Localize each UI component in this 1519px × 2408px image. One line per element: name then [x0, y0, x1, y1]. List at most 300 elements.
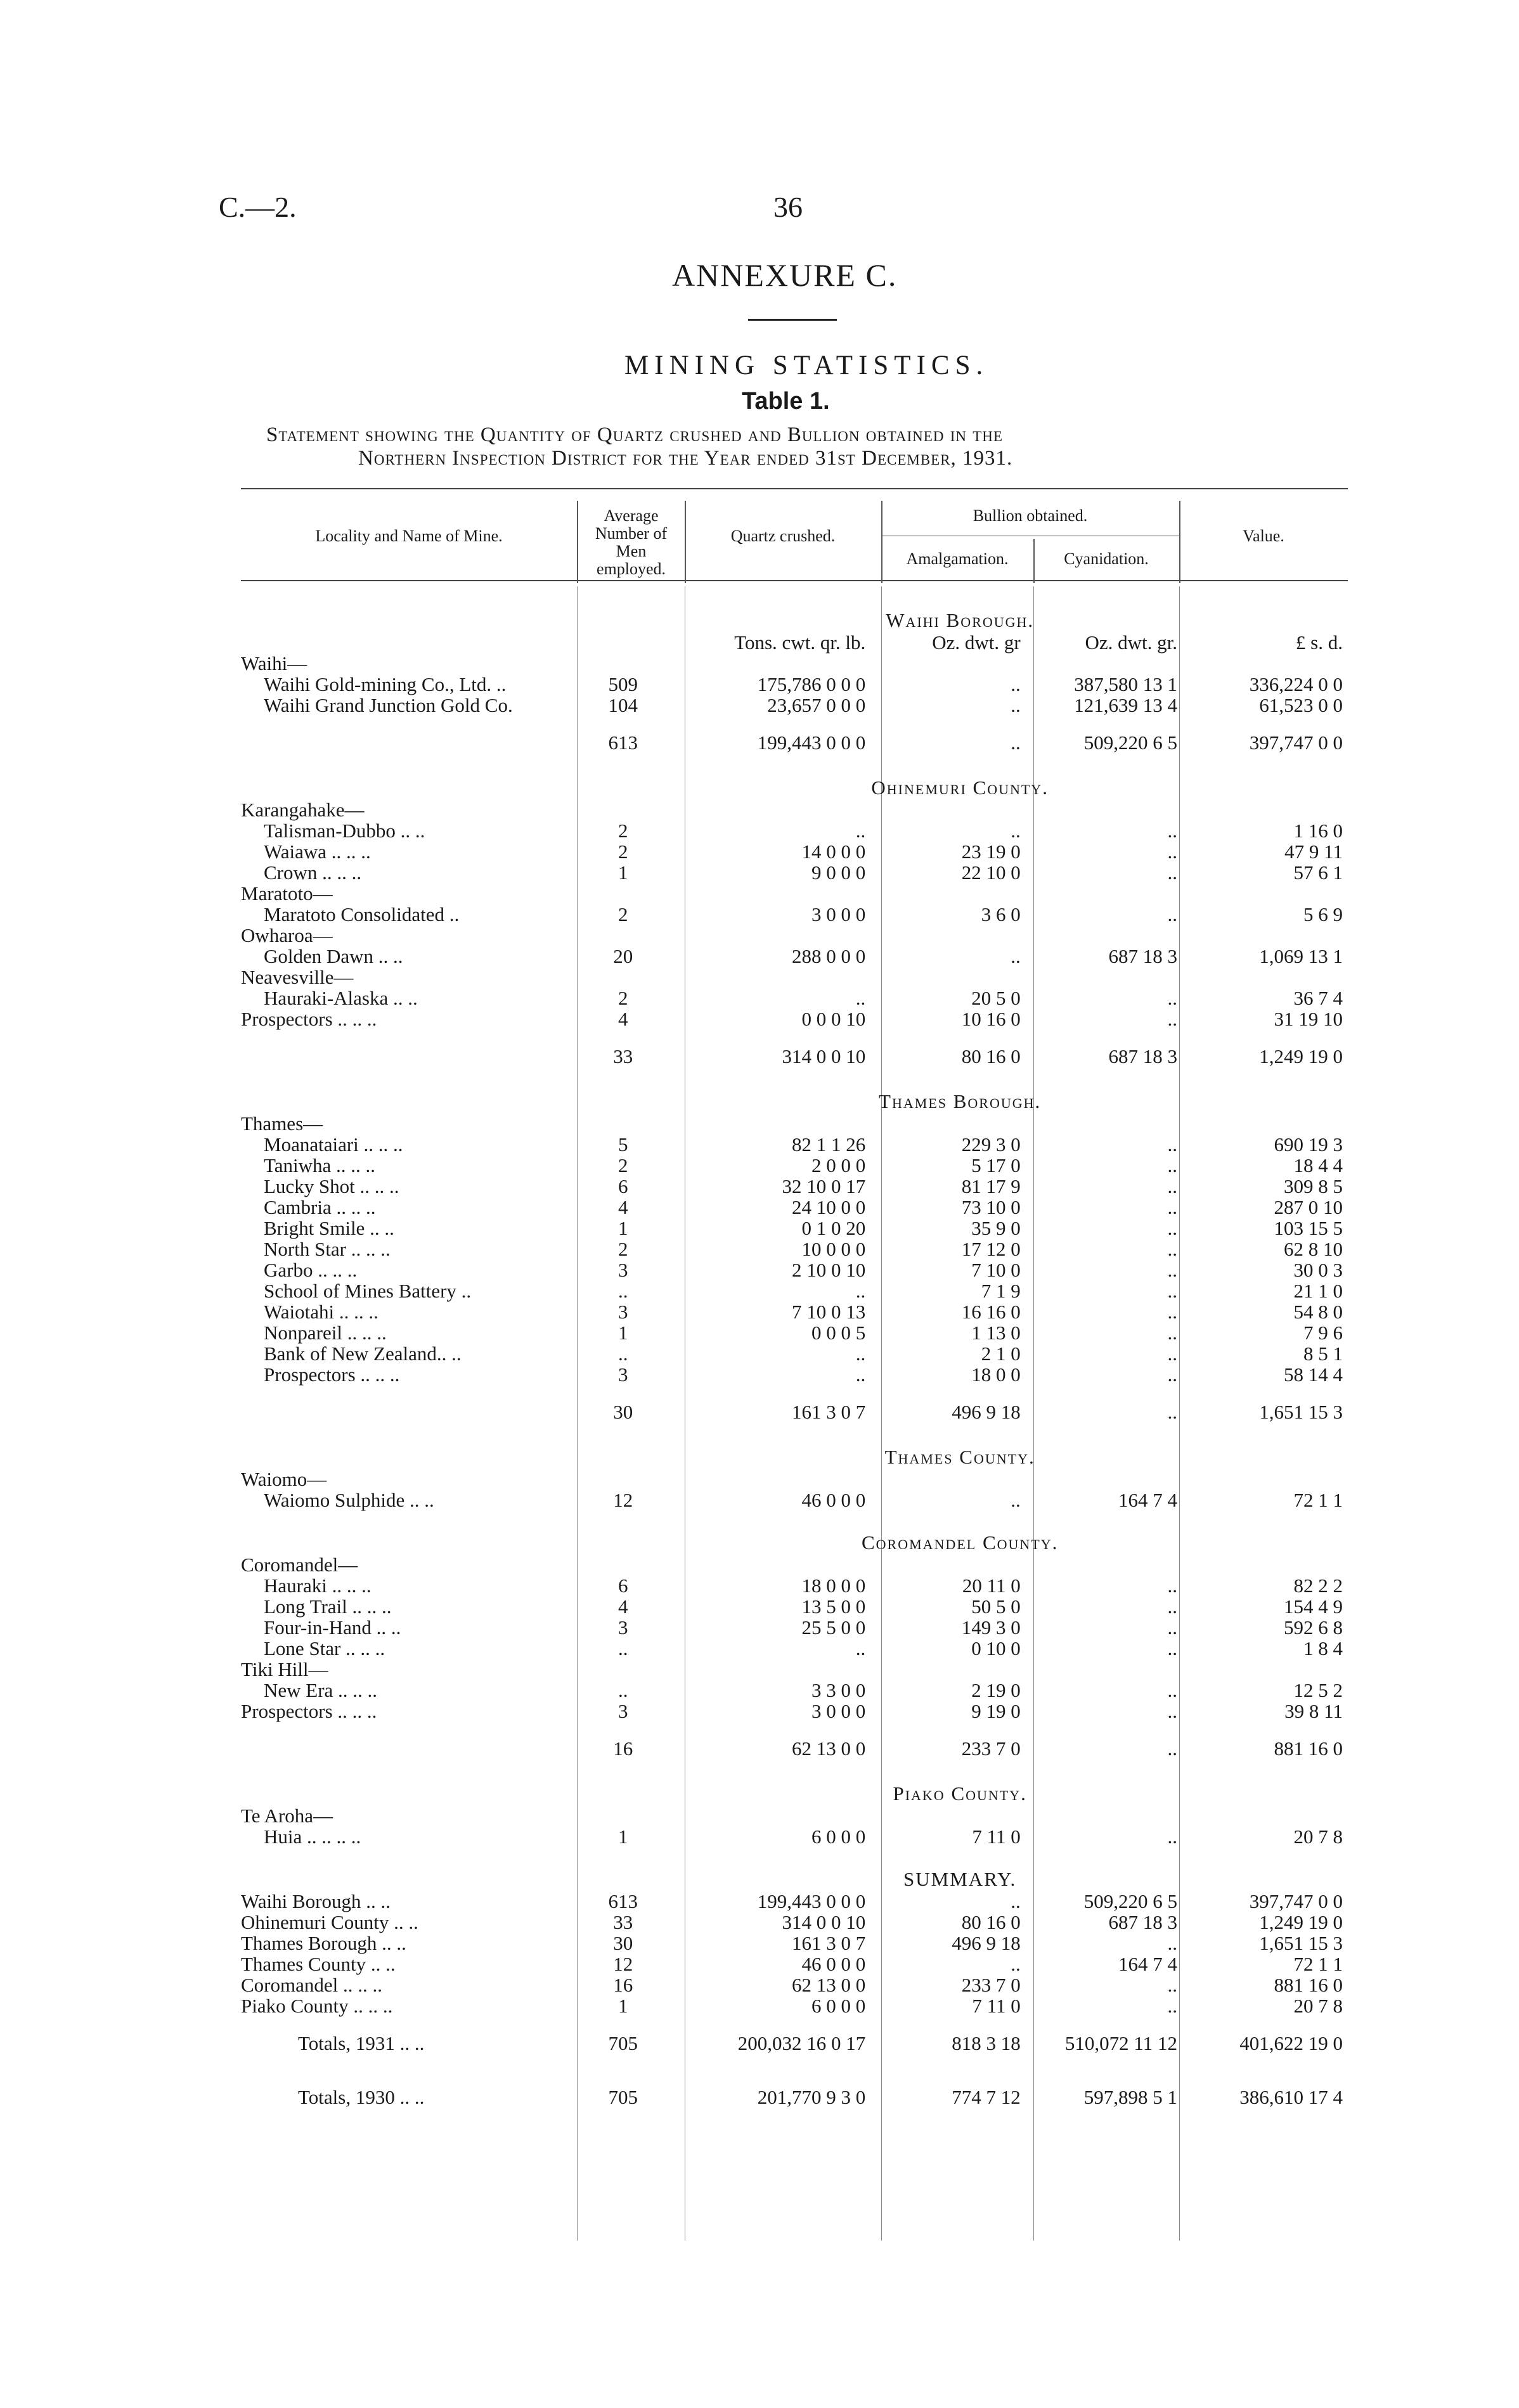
total-spacer: [241, 1029, 572, 1083]
locality-cell: [241, 820, 572, 841]
header-cyanidation: Cyanidation.: [1064, 550, 1149, 568]
quartz-crushed-cell: 199,443 0 0 0: [757, 1890, 866, 1912]
cyanidation-cell: 687 18 3: [1108, 1911, 1177, 1933]
section-title: Thames County.: [884, 1446, 1035, 1468]
value-cell: 401,622 19 0: [1239, 2032, 1343, 2054]
locality-cell: [241, 695, 572, 716]
mine-row: [241, 1596, 1348, 1617]
quartz-crushed-cell: [674, 883, 873, 904]
header-value: Value.: [1243, 527, 1284, 545]
amalgamation-cell: 10 16 0: [961, 1008, 1021, 1030]
cyanidation-cell: ..: [1167, 1825, 1177, 1848]
locality-name: Te Aroha—: [241, 1805, 333, 1827]
cyanidation-cell: [1028, 653, 1185, 674]
mine-row: [241, 1134, 1348, 1155]
value-units: £ s. d.: [1295, 631, 1343, 654]
quartz-crushed-cell: 2 10 0 10: [792, 1259, 866, 1281]
men-employed-cell: 104: [608, 694, 638, 716]
locality-name: Waihi—: [241, 652, 307, 674]
total-cyanidation-cell: 687 18 3: [1108, 1045, 1177, 1067]
mine-row: [241, 1805, 1348, 1826]
total-cyanidation-cell: 509,220 6 5: [1083, 731, 1177, 754]
section-total-row: [241, 1722, 1348, 1775]
section-title: Waihi Borough.: [886, 609, 1035, 631]
locality-cell: [241, 799, 572, 820]
amalgamation-cell: 496 9 18: [952, 1932, 1021, 1954]
locality-cell: [241, 1826, 572, 1847]
total-value-cell: 1,651 15 3: [1259, 1401, 1343, 1423]
locality-name: Neavesville—: [241, 966, 354, 988]
value-cell: [1185, 883, 1348, 904]
amalgamation-cell: 774 7 12: [952, 2086, 1021, 2108]
value-cell: 30 0 3: [1293, 1259, 1343, 1281]
locality-cell: [241, 1301, 572, 1322]
document-reference: C.—2.: [219, 191, 297, 223]
locality-name: Owharoa—: [241, 924, 333, 946]
mine-row: [241, 674, 1348, 695]
locality-name: Coromandel .. .. ..: [241, 1974, 382, 1996]
amalgamation-cell: 7 1 9: [981, 1280, 1021, 1302]
locality-cell: [241, 1113, 572, 1134]
total-amalgamation-cell: 496 9 18: [952, 1401, 1021, 1423]
amalgamation-cell: 3 6 0: [981, 903, 1021, 925]
value-cell: 1 8 4: [1303, 1637, 1343, 1659]
totals-1931-row: [241, 2016, 1348, 2070]
quartz-crushed-cell: [674, 799, 873, 820]
men-employed-cell: [572, 925, 674, 946]
quartz-crushed-cell: 6 0 0 0: [811, 1995, 866, 2017]
locality-cell: [241, 1680, 572, 1701]
total-men-cell: 33: [613, 1045, 633, 1067]
total-quartz-cell: 314 0 0 10: [782, 1045, 866, 1067]
locality-name: Crown .. .. ..: [264, 861, 362, 884]
cyanidation-cell: 387,580 13 1: [1074, 673, 1177, 695]
heading-divider: [748, 319, 837, 321]
mine-row: [241, 1343, 1348, 1364]
locality-name: Garbo .. .. ..: [264, 1259, 358, 1281]
men-employed-cell: 1: [617, 861, 628, 884]
quartz-crushed-cell: 18 0 0 0: [801, 1574, 866, 1597]
total-men-cell: 30: [613, 1401, 633, 1423]
quartz-crushed-cell: 24 10 0 0: [792, 1196, 866, 1218]
page-title: MINING STATISTICS.: [624, 351, 989, 380]
value-cell: 72 1 1: [1293, 1489, 1343, 1511]
quartz-crushed-cell: [674, 1659, 873, 1680]
value-cell: 54 8 0: [1293, 1301, 1343, 1323]
amalgamation-cell: 17 12 0: [961, 1238, 1021, 1260]
section-heading: [241, 1775, 1348, 1805]
mine-row: [241, 1680, 1348, 1701]
total-spacer: [241, 1722, 572, 1775]
quartz-crushed-cell: ..: [855, 1342, 866, 1365]
cyanidation-cell: 164 7 4: [1118, 1953, 1177, 1975]
locality-cell: [241, 1343, 572, 1364]
locality-name: Talisman-Dubbo .. ..: [264, 820, 425, 842]
men-employed-cell: 5: [617, 1133, 628, 1156]
summary-heading: [241, 1861, 1348, 1891]
amalgamation-cell: 818 3 18: [952, 2032, 1021, 2054]
amalgamation-cell: [873, 799, 1028, 820]
mine-row: [241, 883, 1348, 904]
amalgamation-cell: 20 11 0: [962, 1574, 1021, 1597]
mine-row: [241, 820, 1348, 841]
cyanidation-cell: ..: [1167, 1974, 1177, 1996]
quartz-crushed-cell: 9 0 0 0: [811, 861, 866, 884]
cyanidation-cell: ..: [1167, 1616, 1177, 1639]
section-title: Coromandel County.: [861, 1531, 1059, 1554]
locality-cell: [241, 1008, 572, 1029]
section-heading: [241, 1439, 1348, 1469]
locality-name: Prospectors .. .. ..: [241, 1700, 377, 1722]
amalgamation-cell: 23 19 0: [961, 840, 1021, 863]
locality-name: Nonpareil .. .. ..: [264, 1322, 387, 1344]
men-employed-cell: [572, 1113, 674, 1134]
cyanidation-cell: ..: [1167, 1595, 1177, 1618]
section-title: Ohinemuri County.: [871, 776, 1049, 799]
locality-cell: [241, 1176, 572, 1197]
amalgamation-cell: 20 5 0: [971, 987, 1021, 1009]
men-employed-cell: [572, 1469, 674, 1490]
amalgamation-cell: 81 17 9: [961, 1175, 1021, 1197]
summary-row: [241, 1954, 1348, 1974]
locality-name: Prospectors .. .. ..: [264, 1363, 400, 1386]
quartz-crushed-cell: 3 0 0 0: [811, 1700, 866, 1722]
value-cell: 82 2 2: [1293, 1574, 1343, 1597]
cyanidation-cell: [1028, 1469, 1185, 1490]
locality-name: Waiawa .. .. ..: [264, 840, 371, 863]
cyanidation-cell: ..: [1167, 1637, 1177, 1659]
locality-cell: [241, 1259, 572, 1280]
quartz-units: Tons. cwt. qr. lb.: [734, 631, 866, 654]
amalgamation-cell: 149 3 0: [961, 1616, 1021, 1639]
men-employed-cell: 1: [617, 1322, 628, 1344]
header-locality: Locality and Name of Mine.: [315, 527, 503, 545]
quartz-crushed-cell: 0 1 0 20: [801, 1217, 866, 1239]
men-employed-cell: ..: [617, 1280, 628, 1302]
amalgamation-cell: [873, 883, 1028, 904]
quartz-crushed-cell: [674, 1554, 873, 1575]
gap-cell: [241, 1510, 1348, 1524]
mine-row: [241, 1008, 1348, 1029]
men-employed-cell: 1: [617, 1217, 628, 1239]
value-cell: [1185, 1469, 1348, 1490]
men-employed-cell: 1: [617, 1825, 628, 1848]
section-spacer: [241, 769, 572, 799]
locality-name: Golden Dawn .. ..: [264, 945, 403, 967]
locality-name: Long Trail .. .. ..: [264, 1595, 392, 1618]
quartz-crushed-cell: 46 0 0 0: [801, 1489, 866, 1511]
men-employed-cell: 2: [617, 903, 628, 925]
value-cell: 592 6 8: [1284, 1616, 1343, 1639]
amalgamation-cell: [873, 967, 1028, 988]
men-employed-cell: 509: [608, 673, 638, 695]
locality-cell: [241, 1554, 572, 1575]
table-label: Table 1.: [742, 388, 830, 415]
quartz-crushed-cell: 7 10 0 13: [792, 1301, 866, 1323]
locality-cell: [241, 1239, 572, 1259]
mine-row: [241, 1554, 1348, 1575]
section-title: Piako County.: [893, 1782, 1027, 1805]
amalgamation-units: Oz. dwt. gr: [932, 631, 1021, 654]
men-employed-cell: 2: [617, 987, 628, 1009]
quartz-crushed-cell: ..: [855, 987, 866, 1009]
header-men: Average Number of Men employed.: [595, 506, 668, 578]
men-employed-cell: 3: [617, 1301, 628, 1323]
men-employed-cell: 12: [613, 1489, 633, 1511]
annexure-heading: ANNEXURE C.: [672, 257, 898, 293]
men-employed-cell: 20: [613, 945, 633, 967]
mine-row: [241, 1239, 1348, 1259]
mine-row: [241, 1826, 1348, 1847]
cyanidation-cell: ..: [1167, 840, 1177, 863]
amalgamation-cell: [873, 925, 1028, 946]
locality-cell: [241, 967, 572, 988]
quartz-crushed-cell: 10 0 0 0: [801, 1238, 866, 1260]
men-employed-cell: 4: [617, 1595, 628, 1618]
value-cell: 21 1 0: [1293, 1280, 1343, 1302]
locality-name: Hauraki .. .. ..: [264, 1574, 372, 1597]
quartz-crushed-cell: 200,032 16 0 17: [737, 2032, 866, 2054]
cyanidation-cell: ..: [1167, 1995, 1177, 2017]
page-number: 36: [773, 191, 803, 223]
cyanidation-cell: 164 7 4: [1118, 1489, 1177, 1511]
locality-cell: [241, 1575, 572, 1596]
locality-name: North Star .. .. ..: [264, 1238, 391, 1260]
section-total-row: [241, 1385, 1348, 1439]
locality-cell: [241, 2070, 572, 2124]
men-employed-cell: 6: [617, 1175, 628, 1197]
value-cell: 18 4 4: [1293, 1154, 1343, 1176]
men-employed-cell: ..: [617, 1637, 628, 1659]
totals-1930-row: [241, 2070, 1348, 2124]
units-spacer: [572, 632, 674, 653]
section-spacer: [241, 1524, 572, 1554]
amalgamation-cell: 1 13 0: [971, 1322, 1021, 1344]
units-row: [241, 632, 1348, 653]
mine-row: [241, 1155, 1348, 1176]
locality-name: Waihi Grand Junction Gold Co.: [264, 694, 513, 716]
cyanidation-cell: ..: [1167, 987, 1177, 1009]
value-cell: [1185, 1805, 1348, 1826]
section-total-row: [241, 1029, 1348, 1083]
total-quartz-cell: 161 3 0 7: [792, 1401, 866, 1423]
cyanidation-cell: ..: [1167, 1301, 1177, 1323]
men-employed-cell: [572, 799, 674, 820]
men-employed-cell: 613: [608, 1890, 638, 1912]
amalgamation-cell: ..: [1011, 1890, 1021, 1912]
value-cell: 39 8 11: [1284, 1700, 1343, 1722]
locality-name: Ohinemuri County .. ..: [241, 1911, 418, 1933]
amalgamation-cell: [873, 1554, 1028, 1575]
amalgamation-cell: 0 10 0: [971, 1637, 1021, 1659]
cyanidation-cell: ..: [1167, 1238, 1177, 1260]
quartz-crushed-cell: 32 10 0 17: [782, 1175, 866, 1197]
total-amalgamation-cell: ..: [1011, 731, 1021, 754]
amalgamation-cell: ..: [1011, 1489, 1021, 1511]
value-cell: [1185, 799, 1348, 820]
amalgamation-cell: 7 10 0: [971, 1259, 1021, 1281]
mine-row: [241, 946, 1348, 967]
total-cyanidation-cell: ..: [1167, 1737, 1177, 1760]
quartz-crushed-cell: 0 0 0 10: [801, 1008, 866, 1030]
men-employed-cell: [572, 1554, 674, 1575]
amalgamation-cell: 73 10 0: [961, 1196, 1021, 1218]
value-cell: [1185, 1113, 1348, 1134]
value-cell: 309 8 5: [1284, 1175, 1343, 1197]
amalgamation-cell: [873, 1805, 1028, 1826]
locality-name: Waiomo—: [241, 1468, 327, 1490]
locality-name: Waihi Borough .. ..: [241, 1890, 391, 1912]
locality-name: School of Mines Battery ..: [264, 1280, 472, 1302]
locality-name: Lone Star .. .. ..: [264, 1637, 385, 1659]
summary-row: [241, 1933, 1348, 1954]
locality-name: Maratoto—: [241, 882, 333, 905]
total-cyanidation-cell: ..: [1167, 1401, 1177, 1423]
locality-cell: [241, 1995, 572, 2016]
amalgamation-cell: ..: [1011, 820, 1021, 842]
quartz-crushed-cell: 23,657 0 0 0: [767, 694, 866, 716]
cyanidation-cell: [1028, 967, 1185, 988]
locality-name: Taniwha .. .. ..: [264, 1154, 376, 1176]
amalgamation-cell: 2 19 0: [971, 1679, 1021, 1701]
men-employed-cell: 4: [617, 1196, 628, 1218]
mine-row: [241, 925, 1348, 946]
locality-cell: [241, 1805, 572, 1826]
men-employed-cell: 30: [613, 1932, 633, 1954]
section-heading: [241, 1083, 1348, 1113]
locality-cell: [241, 946, 572, 967]
value-cell: 20 7 8: [1293, 1995, 1343, 2017]
value-cell: [1185, 925, 1348, 946]
amalgamation-cell: 18 0 0: [971, 1363, 1021, 1386]
amalgamation-cell: 80 16 0: [961, 1911, 1021, 1933]
value-cell: 690 19 3: [1274, 1133, 1343, 1156]
mine-row: [241, 1659, 1348, 1680]
locality-name: Bank of New Zealand.. ..: [264, 1342, 462, 1365]
mine-row: [241, 967, 1348, 988]
quartz-crushed-cell: [674, 1805, 873, 1826]
mining-statistics-table: [241, 602, 1348, 2124]
amalgamation-cell: 7 11 0: [972, 1995, 1021, 2017]
locality-cell: [241, 904, 572, 925]
amalgamation-cell: 233 7 0: [961, 1974, 1021, 1996]
quartz-crushed-cell: 6 0 0 0: [811, 1825, 866, 1848]
locality-name: Bright Smile .. ..: [264, 1217, 394, 1239]
value-cell: 386,610 17 4: [1239, 2086, 1343, 2108]
quartz-crushed-cell: 314 0 0 10: [782, 1911, 866, 1933]
quartz-crushed-cell: 3 3 0 0: [811, 1679, 866, 1701]
men-employed-cell: 2: [617, 1154, 628, 1176]
section-title: Thames Borough.: [879, 1090, 1042, 1112]
locality-name: Cambria .. .. ..: [264, 1196, 376, 1218]
cyanidation-cell: ..: [1167, 1574, 1177, 1597]
mine-row: [241, 653, 1348, 674]
cyanidation-cell: ..: [1167, 1322, 1177, 1344]
cyanidation-cell: ..: [1167, 1363, 1177, 1386]
quartz-crushed-cell: 25 5 0 0: [801, 1616, 866, 1639]
amalgamation-cell: 7 11 0: [972, 1825, 1021, 1848]
men-employed-cell: ..: [617, 1679, 628, 1701]
cyanidation-cell: 509,220 6 5: [1083, 1890, 1177, 1912]
locality-cell: [241, 1701, 572, 1722]
mine-row: [241, 841, 1348, 862]
quartz-crushed-cell: 14 0 0 0: [801, 840, 866, 863]
value-cell: [1185, 967, 1348, 988]
cyanidation-cell: [1028, 1805, 1185, 1826]
quartz-crushed-cell: 201,770 9 3 0: [757, 2086, 866, 2108]
quartz-crushed-cell: ..: [855, 1280, 866, 1302]
mine-row: [241, 1701, 1348, 1722]
locality-cell: [241, 925, 572, 946]
cyanidation-cell: ..: [1167, 1679, 1177, 1701]
men-employed-cell: 33: [613, 1911, 633, 1933]
cyanidation-cell: ..: [1167, 1175, 1177, 1197]
locality-cell: [241, 1280, 572, 1301]
quartz-crushed-cell: [674, 1113, 873, 1134]
quartz-crushed-cell: [674, 967, 873, 988]
units-spacer: [241, 632, 572, 653]
amalgamation-cell: 229 3 0: [961, 1133, 1021, 1156]
men-employed-cell: 3: [617, 1700, 628, 1722]
locality-name: Four-in-Hand .. ..: [264, 1616, 401, 1639]
cyanidation-cell: ..: [1167, 1259, 1177, 1281]
locality-name: Coromandel—: [241, 1554, 358, 1576]
section-heading: [241, 769, 1348, 799]
locality-name: Waiomo Sulphide .. ..: [264, 1489, 434, 1511]
mine-row: [241, 862, 1348, 883]
section-spacer: [241, 1861, 572, 1891]
header-amalgamation: Amalgamation.: [906, 550, 1009, 568]
locality-cell: [241, 1469, 572, 1490]
locality-cell: [241, 883, 572, 904]
value-cell: 58 14 4: [1284, 1363, 1343, 1386]
men-employed-cell: [572, 967, 674, 988]
cyanidation-cell: ..: [1167, 1217, 1177, 1239]
men-employed-cell: 705: [608, 2086, 638, 2108]
table-top-rule: [241, 488, 1348, 489]
mine-row: [241, 1575, 1348, 1596]
amalgamation-cell: 50 5 0: [971, 1595, 1021, 1618]
locality-cell: [241, 1134, 572, 1155]
quartz-crushed-cell: 46 0 0 0: [801, 1953, 866, 1975]
locality-cell: [241, 674, 572, 695]
value-cell: 12 5 2: [1293, 1679, 1343, 1701]
locality-cell: [241, 1954, 572, 1974]
locality-cell: [241, 1155, 572, 1176]
men-employed-cell: [572, 1659, 674, 1680]
quartz-crushed-cell: ..: [855, 1637, 866, 1659]
locality-cell: [241, 653, 572, 674]
men-employed-cell: [572, 1805, 674, 1826]
quartz-crushed-cell: 13 5 0 0: [801, 1595, 866, 1618]
locality-name: Lucky Shot .. .. ..: [264, 1175, 399, 1197]
locality-name: Karangahake—: [241, 799, 365, 821]
quartz-crushed-cell: 2 0 0 0: [811, 1154, 866, 1176]
cyanidation-cell: 597,898 5 1: [1083, 2086, 1177, 2108]
value-cell: 31 19 10: [1274, 1008, 1343, 1030]
locality-name: Maratoto Consolidated ..: [264, 903, 460, 925]
section-total-row: [241, 716, 1348, 769]
amalgamation-cell: 35 9 0: [971, 1217, 1021, 1239]
amalgamation-cell: ..: [1011, 1953, 1021, 1975]
cyanidation-cell: ..: [1167, 1154, 1177, 1176]
locality-cell: [241, 1596, 572, 1617]
mine-row: [241, 1364, 1348, 1385]
cyanidation-cell: ..: [1167, 903, 1177, 925]
mine-row: [241, 1218, 1348, 1239]
locality-name: Thames County .. ..: [241, 1953, 396, 1975]
total-men-cell: 16: [613, 1737, 633, 1760]
